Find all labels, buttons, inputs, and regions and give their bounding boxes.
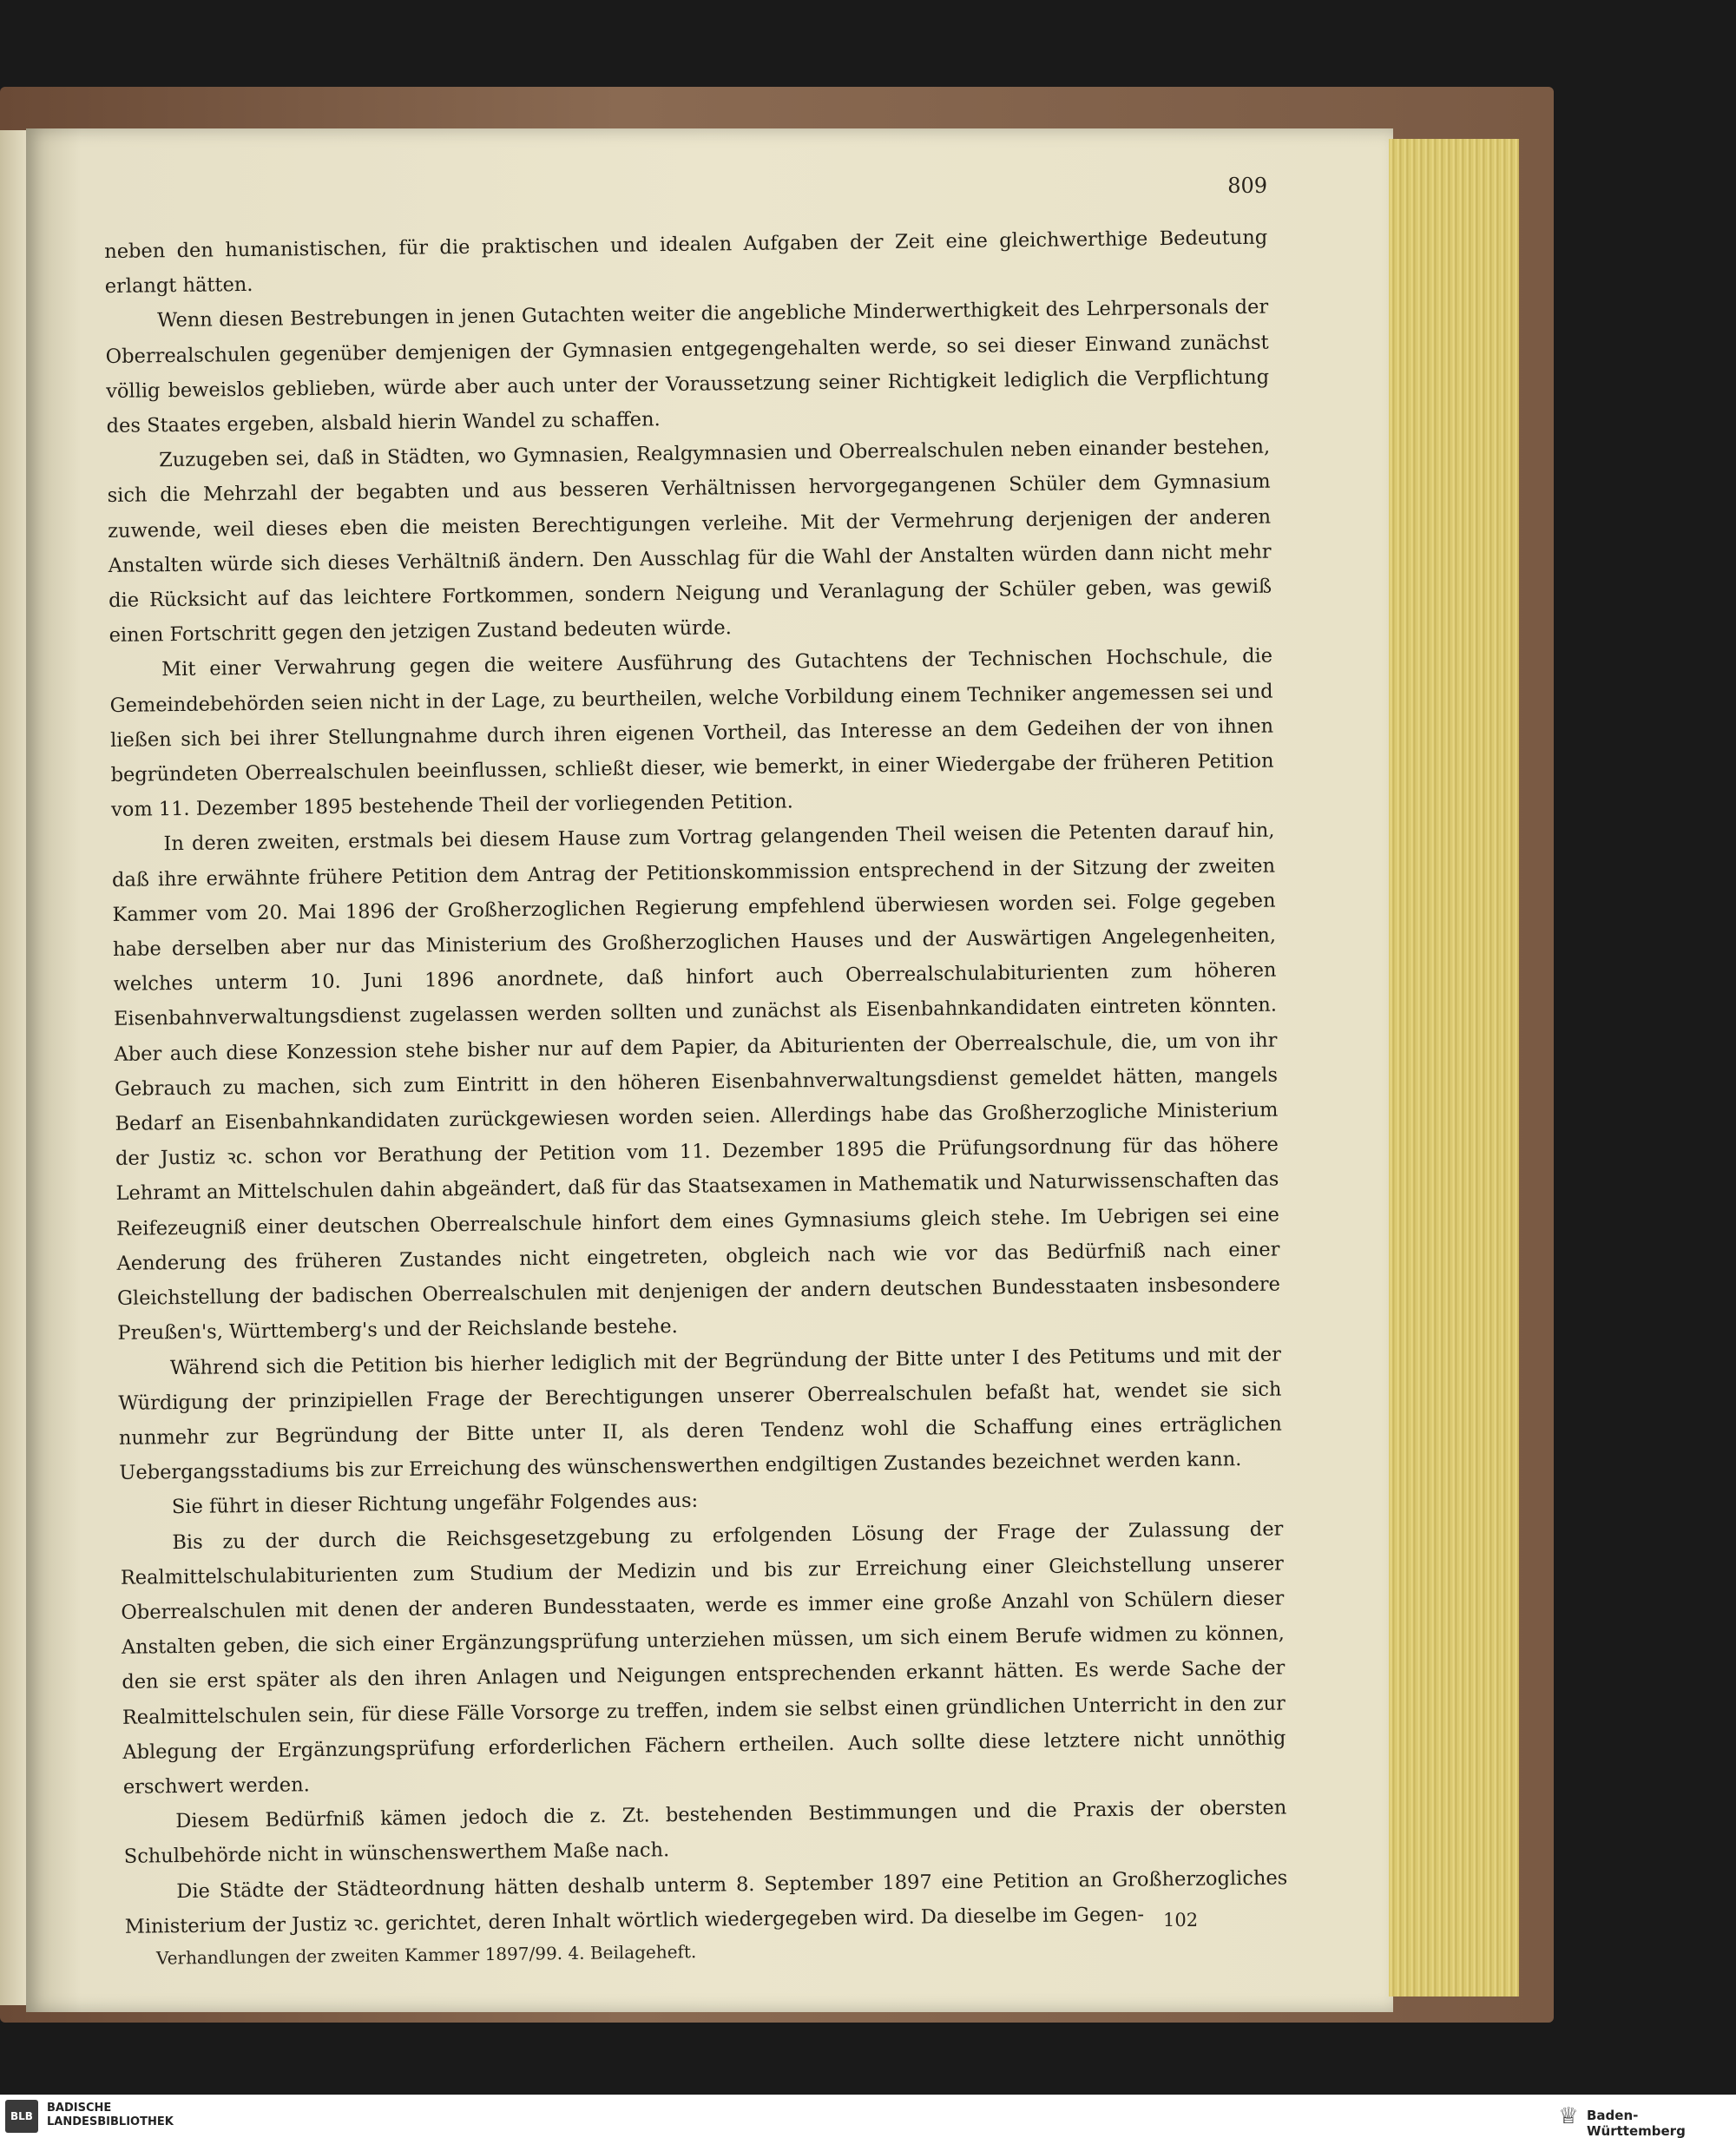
- paragraph: Diesem Bedürfniß kämen jedoch die z. Zt. bestehenden Bestimmungen und die Praxis der obersten Schulbehörde nicht in wünschenswerthem Maße nach.: [123, 1796, 1287, 1869]
- page-edges: [1389, 139, 1519, 1997]
- blb-logo[interactable]: BLB: [5, 2100, 38, 2133]
- coat-of-arms-icon: ♕: [1558, 2103, 1579, 2129]
- bw-name[interactable]: Baden-Württemberg: [1587, 2108, 1686, 2138]
- blb-name[interactable]: BADISCHE LANDESBIBLIOTHEK: [47, 2102, 174, 2128]
- paragraph: Die Städte der Städteordnung hätten deshalb unterm 8. September 1897 eine Petition an Großherzogliches Ministerium der Justiz ꝛc. gerichtet, deren Inhalt wörtlich wiedergegeben wird. Da dieselbe im Gegen-: [124, 1866, 1288, 1938]
- signature-mark: 102: [1163, 1910, 1199, 1931]
- paragraph: neben den humanistischen, für die praktischen und idealen Aufgaben der Zeit eine gleichwerthige Bedeutung erlangt hätten.: [104, 226, 1268, 299]
- paragraph: Während sich die Petition bis hierher lediglich mit der Begründung der Bitte unter I des Petitums und mit der Würdigung der prinzipiellen Frage der Berechtigungen unserer Oberrealschulen befaßt hat, wendet sie sich nunmehr zur Begründung der Bitte unter II, als deren Tendenz wohl die Schaffung eines erträglichen Uebergangsstadiums bis zur Erreichung des wünschenswerthen endgiltigen Zustandes bezeichnet werden kann.: [118, 1343, 1283, 1485]
- page-footer: Verhandlungen der zweiten Kammer 1897/99. 4. Beilageheft.: [155, 1941, 697, 1969]
- left-page-edge: [0, 130, 26, 2005]
- paragraph: Sie führt in dieser Richtung ungefähr Folgendes aus:: [171, 1490, 699, 1519]
- branding-bar: [0, 2095, 1736, 2138]
- paragraph: Mit einer Verwahrung gegen die weitere Ausführung des Gutachtens der Technischen Hochschule, die Gemeindebehörden seien nicht in der Lage, zu beurtheilen, welche Vorbildung einem Techniker angemessen sei und ließen sich bei ihrer Stellungnahme durch ihren eigenen Vortheil, das Interesse an dem Gedeihen der von ihnen begründeten Oberrealschulen beeinflussen, schließt dieser, wie bemerkt, in einer Wiedergabe der früheren Petition vom 11. Dezember 1895 bestehende Theil der vorliegenden Petition.: [109, 645, 1274, 822]
- page-body: [104, 220, 1288, 1944]
- paragraph: Bis zu der durch die Reichsgesetzgebung zu erfolgenden Lösung der Frage der Zulassung der Realmittelschulabiturienten zum Studium der Medizin und bis zur Erreichung einer Gleichstellung unserer Oberrealschulen mit denen der anderen Bundesstaaten, werde es immer eine große Anzahl von Schülern dieser Anstalten geben, die sich einer Ergänzungsprüfung unterziehen müssen, um sich einem Berufe widmen zu können, den sie erst später als den ihren Anlagen und Neigungen entsprechenden erkannt hätten. Es werde Sache der Realmittelschulen sein, für diese Fälle Vorsorge zu treffen, indem sie selbst einen gründlichen Unterricht in den zur Ablegung der Ergänzungsprüfung erforderlichen Fächern ertheilen. Auch sollte diese letztere nicht unnöthig erschwert werden.: [120, 1517, 1286, 1799]
- paragraph: In deren zweiten, erstmals bei diesem Hause zum Vortrag gelangenden Theil weisen die Petenten darauf hin, daß ihre erwähnte frühere Petition dem Antrag der Petitionskommission entsprechend in der Sitzung der zweiten Kammer vom 20. Mai 1896 der Großherzoglichen Regierung empfehlend überwiesen worden sei. Folge gegeben habe derselben aber nur das Ministerium des Großherzoglichen Hauses und der Auswärtigen Angelegenheiten, welches unterm 10. Juni 1896 anordnete, daß hinfort auch Oberrealschulabiturienten zum höheren Eisenbahnverwaltungsdienst zugelassen werden sollten und zunächst als Eisenbahnkandidaten eintreten könnten. Aber auch diese Konzession stehe bisher nur auf dem Papier, da Abiturienten der Oberrealschule, die, um von ihr Gebrauch zu machen, sich zum Eintritt in den höheren Eisenbahnverwaltungsdienst gemeldet hätten, mangels Bedarf an Eisenbahnkandidaten zurückgewiesen worden seien. Allerdings habe das Großherzogliche Ministerium der Justiz ꝛc. schon vor Berathung der Petition vom 11. Dezember 1895 die Prüfungsordnung für das höhere Lehramt an Mittelschulen dahin abgeändert, daß für das Staatsexamen in Mathematik und Naturwissenschaften das Reifezeugniß einer deutschen Oberrealschule hinfort dem eines Gymnasiums gleich stehe. Im Uebrigen sei eine Aenderung des früheren Zustandes nicht eingetreten, obgleich nach wie vor das Bedürfniß nach einer Gleichstellung der badischen Oberrealschulen mit denjenigen der andern deutschen Bundesstaaten insbesondere Preußen's, Württemberg's und der Reichslande bestehe.: [111, 819, 1281, 1345]
- paragraph: Zuzugeben sei, daß in Städten, wo Gymnasien, Realgymnasien und Oberrealschulen neben einander bestehen, sich die Mehrzahl der begabten und aus besseren Verhältnissen hervorgegangenen Schüler dem Gymnasium zuwende, weil dieses eben die meisten Berechtigungen verleihe. Mit der Vermehrung derjenigen der anderen Anstalten würde sich dieses Verhältniß ändern. Den Ausschlag für die Wahl der Anstalten würden dann nicht mehr die Rücksicht auf das leichtere Fortkommen, sondern Neigung und Veranlagung der Schüler geben, was gewiß einen Fortschritt gegen den jetzigen Zustand bedeuten würde.: [107, 435, 1272, 648]
- page-number: 809: [1227, 174, 1267, 198]
- paragraph: Wenn diesen Bestrebungen in jenen Gutachten weiter die angebliche Minderwerthigkeit des Lehrpersonals der Oberrealschulen gegenüber demjenigen der Gymnasien entgegengehalten werde, so sei dieser Einwand zunächst völlig beweislos geblieben, würde aber auch unter der Voraussetzung seiner Richtigkeit lediglich die Verpflichtung des Staates ergeben, alsbald hierin Wandel zu schaffen.: [105, 296, 1270, 437]
